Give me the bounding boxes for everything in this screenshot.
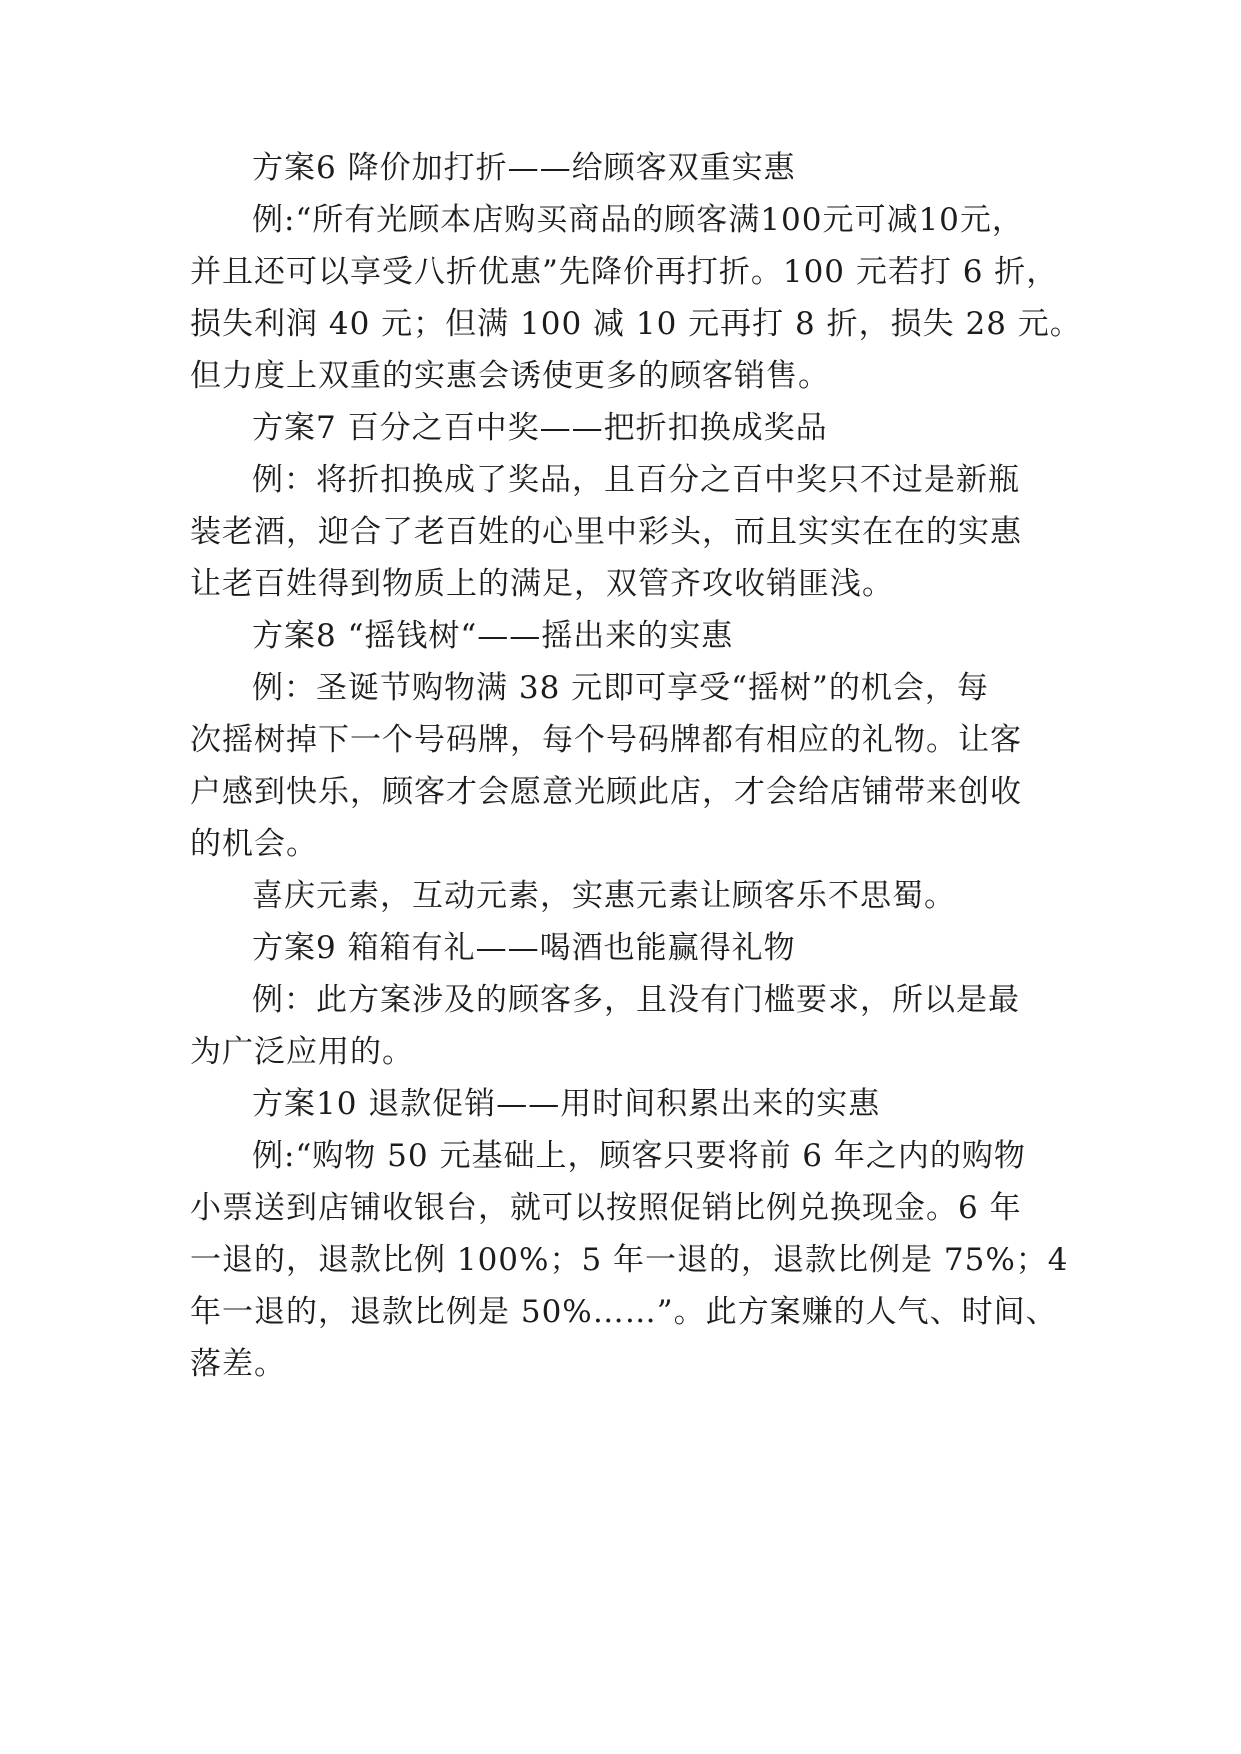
paragraph-line: 落差。 bbox=[190, 1346, 286, 1382]
paragraph-line: 让老百姓得到物质上的满足，双管齐攻收销匪浅。 bbox=[190, 566, 894, 602]
paragraph-line: 小票送到店铺收银台，就可以按照促销比例兑换现金。6 年 bbox=[190, 1190, 1022, 1226]
heading-plan-9: 方案9 箱箱有礼——喝酒也能赢得礼物 bbox=[252, 930, 796, 966]
heading-plan-10: 方案10 退款促销——用时间积累出来的实惠 bbox=[252, 1086, 881, 1122]
paragraph-line: 并且还可以享受八折优惠”先降价再打折。100 元若打 6 折， bbox=[190, 254, 1059, 290]
paragraph-line: 例：将折扣换成了奖品，且百分之百中奖只不过是新瓶 bbox=[252, 462, 1020, 498]
paragraph-line: 为广泛应用的。 bbox=[190, 1034, 414, 1070]
paragraph-line: 例：圣诞节购物满 38 元即可享受“摇树”的机会，每 bbox=[252, 670, 989, 706]
paragraph-line: 但力度上双重的实惠会诱使更多的顾客销售。 bbox=[190, 358, 830, 394]
paragraph-line: 例:“购物 50 元基础上，顾客只要将前 6 年之内的购物 bbox=[252, 1138, 1026, 1174]
paragraph-line: 户感到快乐，顾客才会愿意光顾此店，才会给店铺带来创收 bbox=[190, 774, 1022, 810]
paragraph-line: 例：此方案涉及的顾客多，且没有门槛要求，所以是最 bbox=[252, 982, 1020, 1018]
paragraph-line: 年一退的，退款比例是 50%……”。此方案赚的人气、时间、 bbox=[190, 1294, 1058, 1330]
paragraph-line: 次摇树掉下一个号码牌，每个号码牌都有相应的礼物。让客 bbox=[190, 722, 1022, 758]
paragraph-line: 例:“所有光顾本店购买商品的顾客满100元可减10元， bbox=[252, 202, 1024, 238]
paragraph-line: 的机会。 bbox=[190, 826, 318, 862]
paragraph-line: 喜庆元素，互动元素，实惠元素让顾客乐不思蜀。 bbox=[252, 878, 956, 914]
heading-plan-8: 方案8 “摇钱树“——摇出来的实惠 bbox=[252, 618, 734, 654]
heading-plan-7: 方案7 百分之百中奖——把折扣换成奖品 bbox=[252, 410, 828, 446]
paragraph-line: 损失利润 40 元；但满 100 减 10 元再打 8 折，损失 28 元。 bbox=[190, 306, 1082, 342]
paragraph-line: 一退的，退款比例 100%；5 年一退的，退款比例是 75%；4 bbox=[190, 1242, 1069, 1278]
heading-plan-6: 方案6 降价加打折——给顾客双重实惠 bbox=[252, 150, 796, 186]
paragraph-line: 装老酒，迎合了老百姓的心里中彩头，而且实实在在的实惠 bbox=[190, 514, 1022, 550]
